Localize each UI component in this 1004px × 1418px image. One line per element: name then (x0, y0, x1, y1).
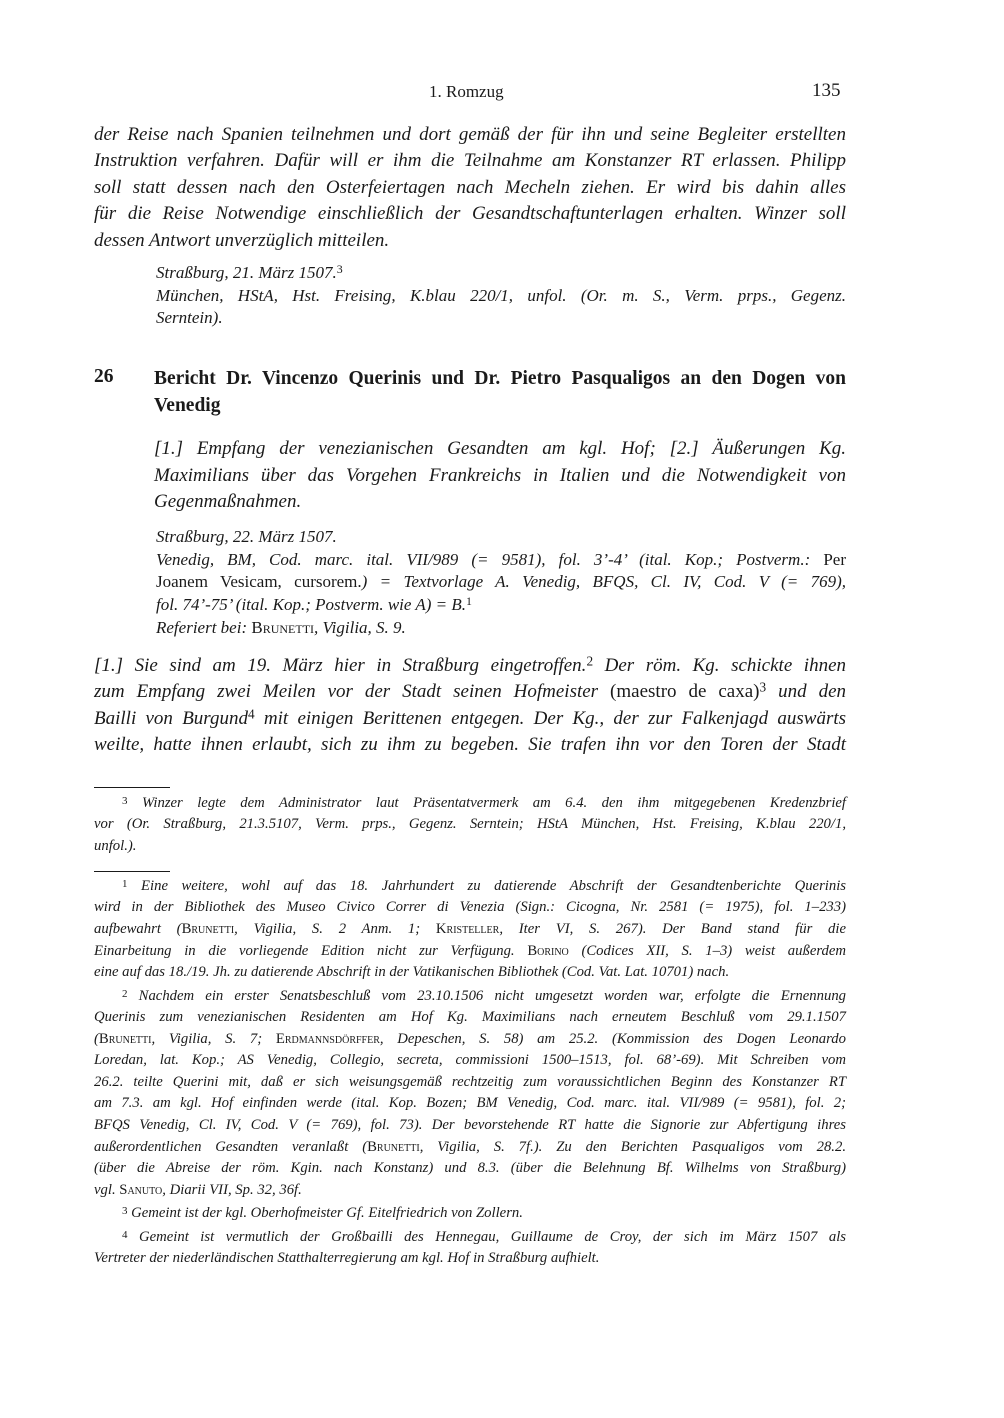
text-line: für die Reise Notwendige einschließlich der Gesandtschaftunterlagen erhalten. Winzer soll (94, 203, 846, 225)
footnote-line: BFQS Venedig, Cl. IV, Cod. V (= 769), fol. 73). Der bevorstehende RT hatte die Signorie zur Abfertigung ihres (94, 1117, 846, 1134)
footnote-ref: 3 (759, 679, 767, 695)
text-line: [1.] Sie sind am 19. März hier in Straßburg eingetroffen.$^2$ Der röm. Kg. schickte ihnen (94, 653, 847, 676)
author-name: Kristeller (435, 920, 500, 937)
summary-line: Gegenmaßnahmen. (154, 491, 302, 512)
footnote-ref: 4 (248, 706, 255, 722)
source-line: fol. 74’-75’ (ital. Kop.; Postverm. wie A) = B.$^1$ (156, 594, 472, 615)
author-name: Brunetti (367, 1138, 420, 1155)
title-line: Venedig (154, 394, 221, 416)
footnote-rule (94, 787, 170, 788)
author-name: Borino (527, 942, 569, 959)
footnote-line: 3 Gemeint ist der kgl. Oberhofmeister Gf. Eitelfriedrich von Zollern. (122, 1205, 523, 1222)
footnote-line: unfol.). (94, 837, 137, 854)
footnote-ref: 3 (336, 262, 343, 277)
author-name: Erdmannsdörffer (275, 1030, 380, 1047)
footnotes-commentary (94, 874, 846, 1270)
summary-line: Maximilians über das Vorgehen Frankreichs in Italien und die Notwendigkeit von (154, 464, 846, 486)
footnote-line: Vertreter der niederländischen Statthalterregierung am kgl. Hof in Straßburg aufhielt. (94, 1250, 600, 1267)
footnote-line: Loredan, lat. Kop.; AS Venedig, Collegio, secreta, commissioni 1500–1513, fol. 68’-69). Mit Schreiben vom (94, 1052, 846, 1069)
source-line: München, HStA, Hst. Freising, K.blau 220/1, unfol. (Or. m. S., Verm. prps., Gegenz. (156, 285, 846, 305)
footnote-line: aufbewahrt (Brunetti, Vigilia, S. 2 Anm. 1; Kristeller, Iter VI, S. 267). Der Band stand für die (94, 920, 846, 937)
doc25-meta (156, 262, 846, 330)
document-number: 26 (94, 366, 114, 387)
doc26-meta (156, 526, 846, 640)
source-line: Serntein). (156, 308, 223, 328)
footnote-line: vgl. Sanuto, Diarii VII, Sp. 32, 36f. (94, 1181, 302, 1198)
text-line: zum Empfang zwei Meilen vor der Stadt seinen Hofmeister (maestro de caxa)$^3$ und den (94, 679, 847, 703)
running-head: 1. Romzug (429, 82, 504, 101)
source-line: Joanem Vesicam, cursorem.) = Textvorlage A. Venedig, BFQS, Cl. IV, Cod. V (= 769), (156, 572, 846, 592)
footnote-ref: 1 (466, 594, 472, 609)
footnote-ref: 2 (586, 653, 594, 669)
footnote-line: (über die Abreise der röm. Kgin. nach Konstanz) und 8.3. (über die Belehnung Bf. Wilhelms von Straßburg) (94, 1160, 846, 1177)
page-number: 135 (812, 80, 841, 101)
text-line: weilte, hatte ihnen erlaubt, sich zu ihm zu begeben. Sie trafen ihn vor den Toren der Stadt (94, 734, 846, 756)
author-name: Brunetti (98, 1030, 152, 1047)
footnote-line: außerordentlichen Gesandten veranlaßt (Brunetti, Vigilia, S. 7f.). Zu den Berichten Pasqualigos vom 28.2. (94, 1138, 846, 1155)
footnotes-apparatus (94, 791, 846, 858)
document-title (154, 366, 846, 419)
place-date: Straßburg, 21. März 1507.$^3$ (156, 262, 343, 282)
footnote-line: 3 Winzer legte dem Administrator laut Präsentatvermerk am 6.4. den ihm mitgegebenen Kredenzbrief (122, 794, 847, 811)
intro-paragraph (94, 122, 846, 254)
title-line: Bericht Dr. Vincenzo Querinis und Dr. Pietro Pasqualigos an den Dogen von (154, 368, 846, 389)
footnote-line: 2 Nachdem ein erster Senatsbeschluß vom 23.10.1506 nicht umgesetzt worden war, erfolgte die Ernennung (122, 987, 847, 1004)
author-name: Sanuto (119, 1181, 163, 1198)
reference-line: Referiert bei: Brunetti, Vigilia, S. 9. (156, 617, 406, 637)
text-line: Bailli von Burgund$^4$ mit einigen Berittenen entgegen. Der Kg., der zur Falkenjagd auswärts (94, 706, 847, 729)
main-text (94, 653, 846, 759)
footnote-line: wird in der Bibliothek des Museo Civico Correr di Venezia (Sign.: Cicogna, Nr. 2581 (= 1975), fol. 1–233) (94, 899, 846, 916)
source-line: Venedig, BM, Cod. marc. ital. VII/989 (= 9581), fol. 3’-4’ (ital. Kop.; Postverm.: Per (156, 549, 846, 569)
footnote-line: Querinis zum venezianischen Residenten am Hof Kg. Maximilians nach erneutem Beschluß vom 29.1.1507 (94, 1009, 846, 1026)
doc26-summary (154, 436, 846, 516)
footnote-line: 26.2. teilte Querini mit, daß er sich weisungsgemäß rechtzeitig zum voraussichtlichen Beginn des Konstanzer RT (94, 1073, 846, 1090)
footnote-line: (Brunetti, Vigilia, S. 7; Erdmannsdörffer, Depeschen, S. 58) am 25.2. (Kommission des Dogen Leonardo (94, 1030, 846, 1047)
author-name: Brunetti (251, 617, 315, 637)
footnote-line: 1 Eine weitere, wohl auf das 18. Jahrhundert zu datierende Abschrift der Gesandtenberichte Querinis (122, 877, 847, 894)
footnote-line: eine auf das 18./19. Jh. zu datierende Abschrift in der Vatikanischen Bibliothek (Cod. Vat. Lat. 10701) nach. (94, 964, 730, 981)
text-line: Instruktion verfahren. Dafür will er ihm die Teilnahme am Konstanzer RT erlassen. Philipp (94, 150, 846, 172)
author-name: Brunetti (181, 920, 235, 937)
footnote-line: am 7.3. am kgl. Hof einfinden werde (ital. Kop. Bozen; BM Venedig, Cod. marc. ital. VII/989 (= 9581), fol. 2; (94, 1095, 846, 1112)
footnote-line: vor (Or. Straßburg, 21.3.5107, Verm. prps., Gegenz. Serntein; HStA München, Hst. Freising, K.blau 220/1, (94, 816, 846, 833)
text-line: der Reise nach Spanien teilnehmen und dort gemäß der für ihn und seine Begleiter erstellten (94, 124, 846, 145)
summary-line: [1.] Empfang der venezianischen Gesandten am kgl. Hof; [2.] Äußerungen Kg. (154, 438, 846, 459)
footnote-line: 4 Gemeint ist vermutlich der Großbailli des Hennegau, Guillaume de Croy, der sich im März 1507 als (122, 1228, 847, 1245)
footnote-rule (94, 871, 170, 872)
text-line: dessen Antwort unverzüglich mitteilen. (94, 229, 390, 251)
text-line: soll statt dessen nach den Osterfeiertagen nach Mecheln ziehen. Er wird bis dahin alles (94, 176, 846, 198)
place-date: Straßburg, 22. März 1507. (156, 527, 337, 546)
footnote-line: Einarbeitung in die vorliegende Edition nicht zur Verfügung. Borino (Codices XII, S. 1–3) weist außerdem (94, 942, 846, 959)
